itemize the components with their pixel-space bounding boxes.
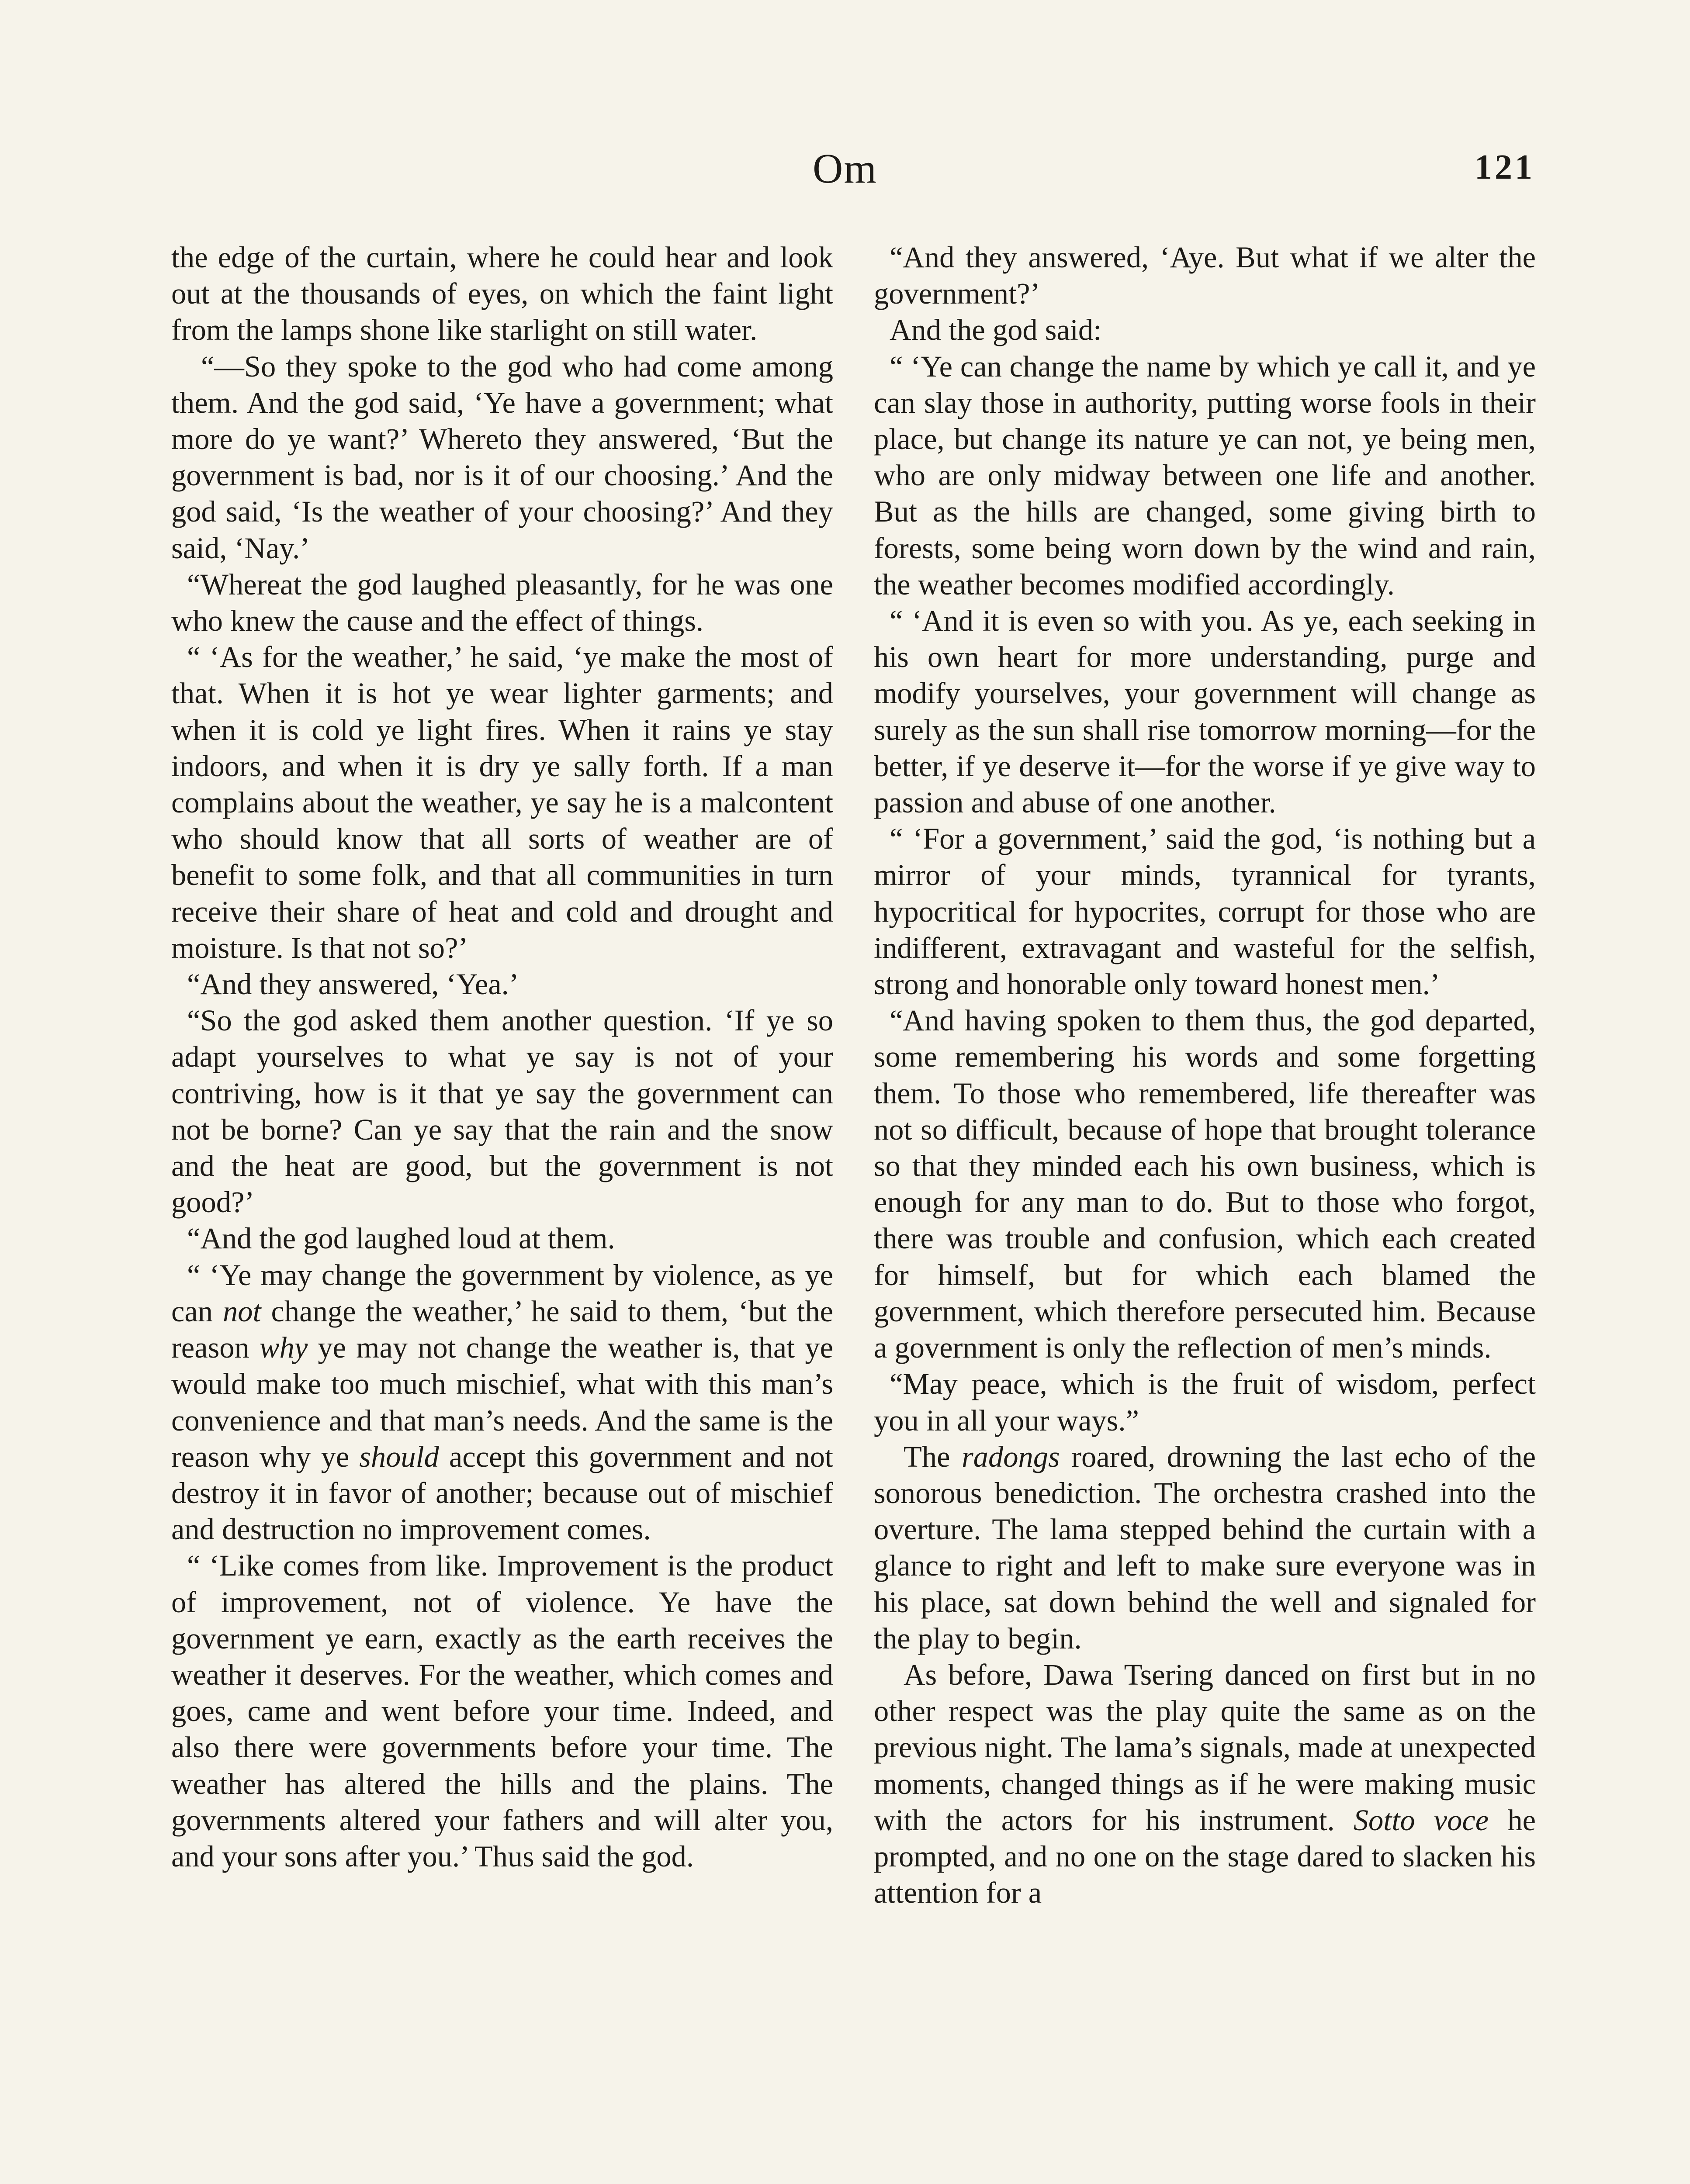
- italic-text: not: [223, 1294, 261, 1328]
- paragraph: “And they answered, ‘Aye. But what if we alter the government?’: [874, 241, 1536, 311]
- left-column: [171, 239, 833, 1875]
- text-run: accept this government and not destroy it in favor of another; because out of mischief and destruction no improvement comes.: [171, 1440, 834, 1546]
- paragraph: the edge of the curtain, where he could hear and look out at the thousands of eyes, on which the faint light from the lamps shone like starlight on still water.: [171, 241, 833, 347]
- paragraph: “May peace, which is the fruit of wisdom, perfect you in all your ways.”: [874, 1367, 1536, 1437]
- italic-text: radongs: [962, 1440, 1060, 1473]
- running-head: [0, 144, 1690, 205]
- right-column: [874, 239, 1536, 1911]
- paragraph: [171, 1257, 833, 1548]
- paragraph: “—So they spoke to the god who had come among them. And the god said, ‘Ye have a government; what more do ye want?’ Whereto they answered, ‘But the government is bad, nor is it of our choosing.’ And the god said, ‘Is the weather of your choosing?’ And they said, ‘Nay.’: [171, 349, 833, 565]
- paragraph: “And the god laughed loud at them.: [187, 1222, 615, 1255]
- italic-text: should: [359, 1440, 439, 1473]
- text-run: ye may not change the weather is, that ye would make too much mischief, what with this man’s convenience and that man’s needs. And the same is the reason why ye: [171, 1331, 833, 1473]
- italic-text: Sotto voce: [1353, 1803, 1489, 1837]
- paragraph: “So the god asked them another question. ‘If ye so adapt yourselves to what ye say is not of your contriving, how is it that ye say the government can not be borne? Can ye say that the rain and the snow and the heat are good, but the government is not good?’: [171, 1004, 833, 1219]
- running-title: Om: [813, 145, 877, 192]
- paragraph: “ ‘As for the weather,’ he said, ‘ye make the most of that. When it is hot ye wear lighter garments; and when it is cold ye light fires. When it rains ye stay indoors, and when it is dry ye sally forth. If a man complains about the weather, ye say he is a malcontent who should know that all sorts of weather are of benefit to some folk, and that all communities in turn receive their share of heat and cold and drought and moisture. Is that not so?’: [171, 640, 833, 964]
- paragraph: [874, 1439, 1536, 1657]
- paragraph: “ ‘Like comes from like. Improvement is the product of improvement, not of violence. Ye have the government ye earn, exactly as the earth receives the weather it deserves. For the weather, which comes and goes, came and went before your time. Indeed, and also there were governments before your time. The weather has altered the hills and the plains. The governments altered your fathers and will alter you, and your sons after you.’ Thus said the god.: [171, 1549, 833, 1873]
- paragraph: “ ‘For a government,’ said the god, ‘is nothing but a mirror of your minds, tyrannical for tyrants, hypocritical for hypocrites, corrupt for those who are indifferent, extravagant and wasteful for the selfish, strong and honorable only toward honest men.’: [874, 822, 1536, 1001]
- page-number: 121: [1475, 148, 1535, 187]
- text-run: The: [904, 1440, 962, 1473]
- text-run: “ ‘Ye may change the government by violence, as ye can: [171, 1258, 833, 1328]
- paragraph: “And they answered, ‘Yea.’: [187, 968, 519, 1001]
- paragraph: “ ‘And it is even so with you. As ye, each seeking in his own heart for more understanding, purge and modify yourselves, your government will change as surely as the sun shall rise tomorrow morning—for the better, if ye deserve it—for the worse if ye give way to passion and abuse of one another.: [874, 604, 1536, 819]
- italic-text: why: [259, 1331, 308, 1365]
- paragraph: “ ‘Ye can change the name by which ye call it, and ye can slay those in authority, putting worse fools in their place, but change its nature ye can not, ye being men, who are only midway between one life and another. But as the hills are changed, some giving birth to forests, some being worn down by the wind and rain, the weather becomes modified accordingly.: [874, 349, 1536, 601]
- paragraph: “Whereat the god laughed pleasantly, for he was one who knew the cause and the effect of things.: [171, 567, 833, 638]
- text-run: he prompted, and no one on the stage dared to slacken his attention for a: [874, 1803, 1536, 1910]
- paragraph: “And having spoken to them thus, the god departed, some remembering his words and some forgetting them. To those who remembered, life thereafter was not so difficult, because of hope that brought tolerance so that they minded each his own business, which is enough for any man to do. But to those who forgot, there was trouble and confusion, which each created for himself, but for which each blamed the government, which therefore persecuted him. Because a government is only the reflection of men’s minds.: [874, 1004, 1536, 1365]
- paragraph: [874, 1657, 1536, 1911]
- text-run: As before, Dawa Tsering danced on first but in no other respect was the play quite the same as on the previous night. The lama’s signals, made at unexpected moments, changed things as if he were making music with the actors for his instrument.: [874, 1658, 1536, 1837]
- text-run: roared, drowning the last echo of the sonorous benediction. The orchestra crashed into the overture. The lama stepped behind the curtain with a glance to right and left to make sure everyone was in his place, sat down behind the well and signaled for the play to begin.: [874, 1440, 1536, 1655]
- paragraph: And the god said:: [890, 313, 1102, 347]
- text-run: change the weather,’ he said to them, ‘but the reason: [171, 1294, 833, 1365]
